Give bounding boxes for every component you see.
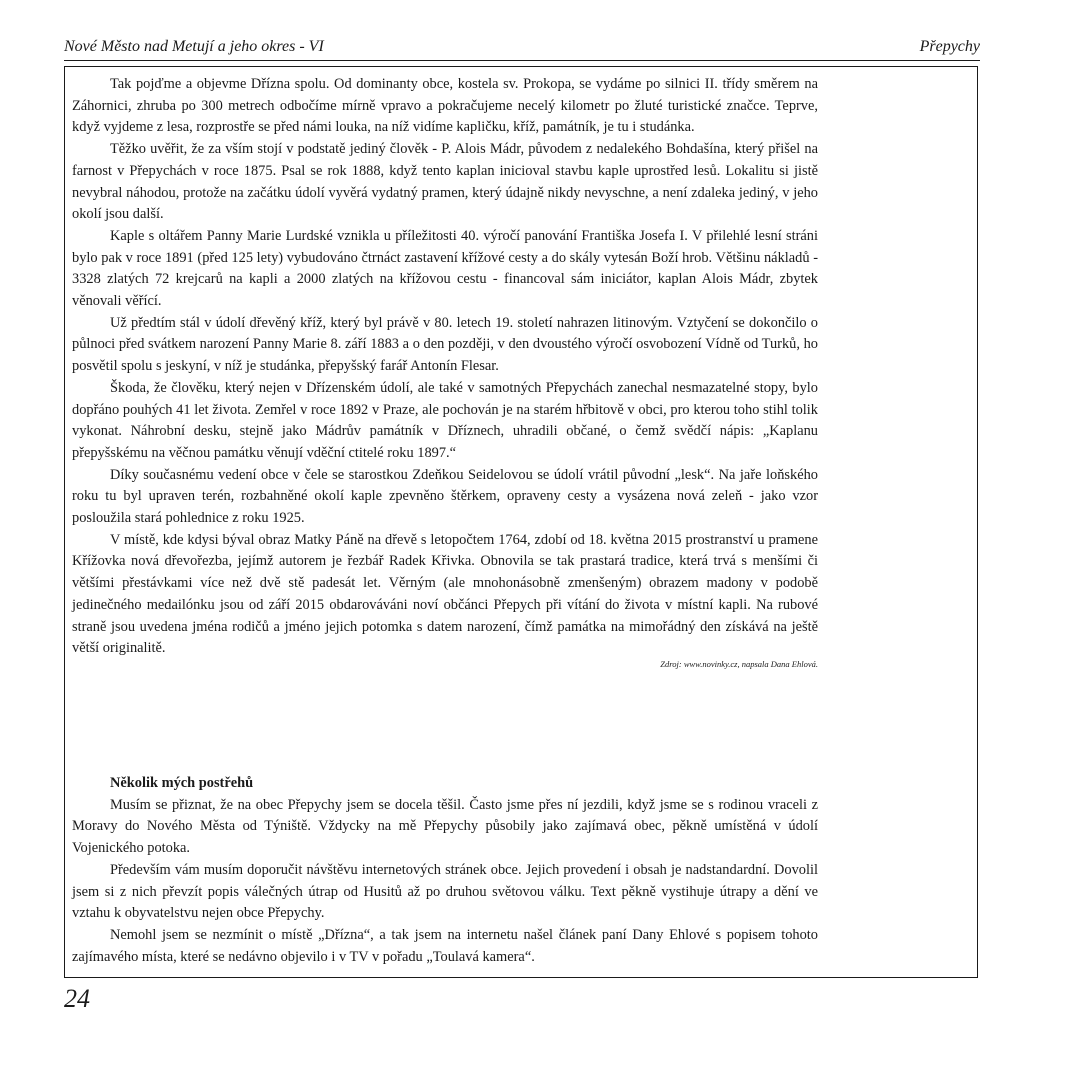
notes-section	[72, 773, 818, 968]
notes-paragraph: Nemohl jsem se nezmínit o místě „Dřízna“, a tak jsem na internetu našel článek paní Dany Ehlové s popisem tohoto zajímavého místa, které se nedávno objevilo i v TV v pořadu „Toulavá kamera“.	[72, 926, 818, 965]
article-paragraph: V místě, kde kdysi býval obraz Matky Páně na dřevě s letopočtem 1764, zdobí od 18. května 2015 prostranství u pramene Křížovka nová dřevořezba, jejímž autorem je řezbář Radek Křivka. Obnovila se tak prastará tradice, která trvá s menšími či většími přestávkami více než dvě stě padesát let. Věrným (ale mnohonásobně zmenšeným) obrazem madony v podobě jedinečného medailónku jsou od září 2015 obdarováváni noví občánci Přepych při vítání do života v místní kapli. Na rubové straně jsou uvedena jména rodičů a jméno jejich potomka s datem narození, čímž památka na mimořádný den získává na ještě větší originalitě.	[72, 531, 818, 657]
notes-paragraph: Musím se přiznat, že na obec Přepychy jsem se docela těšil. Často jsme přes ní jezdili, když jsme se s rodinou vraceli z Moravy do Nového Města od Týniště. Vždycky na mě Přepychy působily jako zajímavá obec, pěkně umístěná v údolí Vojenického potoka.	[72, 796, 818, 857]
article-paragraph: Kaple s oltářem Panny Marie Lurdské vznikla u příležitosti 40. výročí panování Františka Josefa I. V přilehlé lesní stráni bylo pak v roce 1891 (před 125 lety) vybudováno čtrnáct zastavení křížové cesty a do skály vytesán Boží hrob. Většinu nákladů - 3328 zlatých 72 krejcarů na kapli a 2000 zlatých na křížovou cestu - financoval sám iniciátor, kaplan Alois Mádr, zbytek věnovali věřící.	[72, 227, 818, 310]
running-header-section: Přepychy	[919, 38, 980, 55]
article-paragraph: Už předtím stál v údolí dřevěný kříž, který byl právě v 80. letech 19. století nahrazen litinovým. Vztyčení se dokončilo o půlnoci před svátkem narození Panny Marie 8. září 1883 a o den později, v den dvoustého výročí osvobození Vídně od Turků, ho posvětil spolu s jeskyní, v níž je studánka, přepyšský farář Antonín Flesar.	[72, 314, 818, 375]
running-header-title: Nové Město nad Metují a jeho okres - VI	[64, 38, 324, 55]
notes-heading: Několik mých postřehů	[110, 775, 254, 791]
article-paragraph: Těžko uvěřit, že za vším stojí v podstatě jediný člověk - P. Alois Mádr, původem z nedalekého Bohdašína, který přišel na farnost v Přepychách v roce 1875. Psal se rok 1888, když tento kaplan inicioval stavbu kaple uprostřed lesů. Lokalitu si jistě nevybral náhodou, protože na začátku údolí vyvěrá vydatný pramen, který údajně nikdy nevyschne, a není zdaleka jediný, v jeho okolí jsou další.	[72, 141, 818, 223]
page-number: 24	[64, 984, 90, 1013]
article-paragraph: Tak pojďme a objevme Dřízna spolu. Od dominanty obce, kostela sv. Prokopa, se vydáme po silnici II. třídy směrem na Záhornici, zhruba po 300 metrech odbočíme mírně vpravo a pokračujeme necelý kilometr po žluté turistické značce. Teprve, když vyjdeme z lesa, rozprostře se před námi louka, na níž vidíme kapličku, kříž, památník, je tu i studánka.	[72, 76, 818, 136]
header-rule	[64, 60, 980, 61]
article-source: Zdroj: www.novinky.cz, napsala Dana Ehlová.	[660, 659, 818, 669]
article-paragraph: Díky současnému vedení obce v čele se starostkou Zdeňkou Seidelovou se údolí vrátil původní „lesk“. Na jaře loňského roku tu byl upraven terén, rozbahněné okolí kaple zpevněno štěrkem, opraveny cesty a vysázena nová zeleň - jako vzor posloužila stará pohlednice z roku 1925.	[72, 466, 818, 527]
article-paragraph: Škoda, že člověku, který nejen v Dřízenském údolí, ale také v samotných Přepychách zanechal nesmazatelné stopy, bylo dopřáno pouhých 41 let života. Zemřel v roce 1892 v Praze, ale pochován je na starém hřbitově v obci, pro kterou toho stihl tolik vykonat. Náhrobní desku, stejně jako Mádrův památník v Dříznech, uhradili občané, o čemž svědčí nápis: „Kaplanu přepyšskému na věčnou památku věnují vděční ctitelé roku 1897.“	[72, 379, 818, 461]
article-body	[72, 74, 818, 660]
notes-paragraph: Především vám musím doporučit návštěvu internetových stránek obce. Jejich provedení i obsah je nadstandardní. Dovolil jsem si z nich převzít popis válečných útrap od Husitů až po druhou světovou válku. Text pěkně vystihuje útrapy a dění ve vztahu k obyvatelstvu nejen obce Přepychy.	[72, 861, 818, 922]
